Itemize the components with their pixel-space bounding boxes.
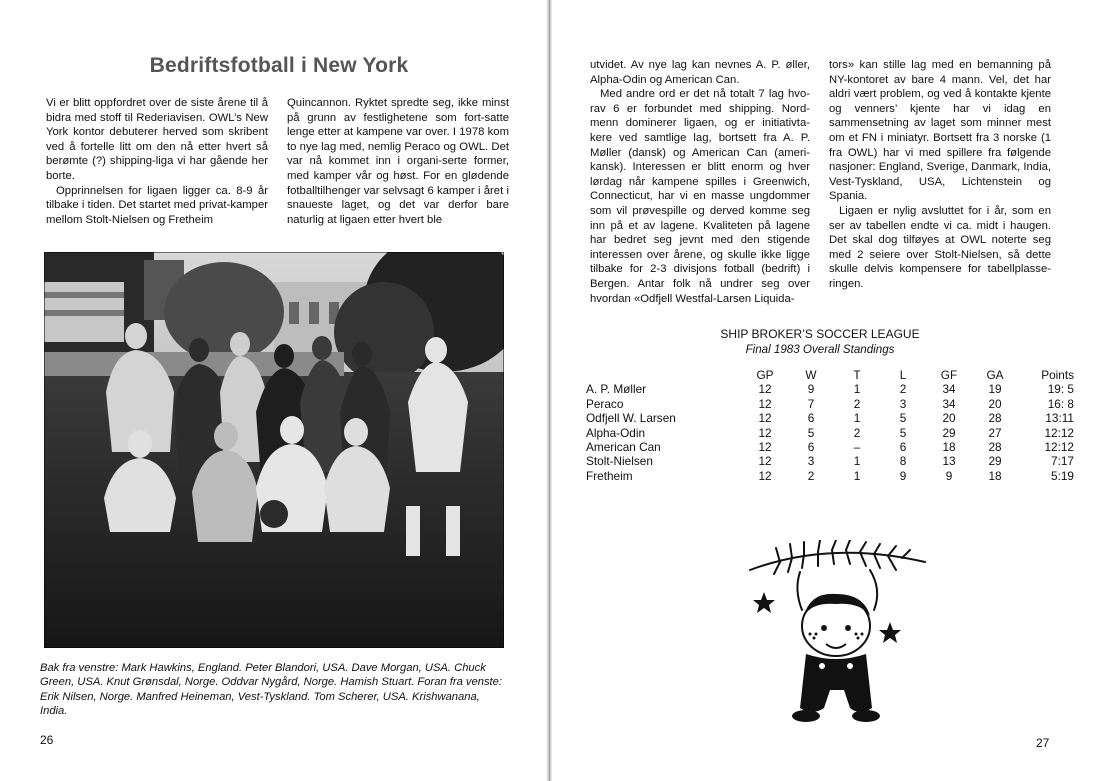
stat-cell: 5 xyxy=(899,425,907,440)
stat-cell: 18 xyxy=(988,468,1002,483)
paragraph: Quincannon. Ryktet spredte seg, ikke minst på grunn av festlighetene som fort-satte lenge etter at kampene var over. I 1978 kom to nye lag med, nemlig Peraco og OWL. Det var nå kommet inn i organi-serte former, med kamper vår og høst. For en glødende fotballtilhenger var selvsagt 6 kamper i året i snaueste laget, og det var derfor bare naturlig at ligaen etter hvert ble xyxy=(287,97,509,226)
stat-cell: 6 xyxy=(807,440,815,455)
team-name-cell: Alpha-Odin xyxy=(586,425,646,440)
stat-cell: 3 xyxy=(899,396,907,411)
stat-cell: 2 xyxy=(807,468,815,483)
stat-cell: 29 xyxy=(988,454,1002,469)
team-name-cell: Fretheim xyxy=(586,468,633,483)
stat-cell: 7:17 xyxy=(1051,454,1074,469)
stat-cell: 18 xyxy=(942,440,956,455)
team-name-cell: Stolt-Nielsen xyxy=(586,454,653,469)
article-title: Bedriftsfotball i New York xyxy=(149,54,409,77)
stat-cell: 1 xyxy=(853,382,861,397)
stat-cell: 9 xyxy=(899,468,907,483)
table-row xyxy=(586,469,1078,483)
stat-cell: – xyxy=(853,440,861,455)
table-header-row xyxy=(586,368,1078,382)
stat-cell: 12 xyxy=(758,425,772,440)
team-name-cell: American Can xyxy=(586,440,661,455)
table-row xyxy=(586,397,1078,411)
stat-cell: 12 xyxy=(758,468,772,483)
stat-cell: 1 xyxy=(853,411,861,426)
header-cell: GF xyxy=(940,368,958,382)
header-cell: GP xyxy=(756,368,774,382)
stat-cell: 1 xyxy=(853,454,861,469)
stat-cell: 28 xyxy=(988,440,1002,455)
stat-cell: 19: 5 xyxy=(1047,382,1074,397)
stat-cell: 19 xyxy=(988,382,1002,397)
table-row xyxy=(586,454,1078,468)
header-team xyxy=(586,368,742,382)
header-cell: L xyxy=(899,368,907,382)
team-name-cell: A. P. Møller xyxy=(586,382,647,397)
standings-table xyxy=(586,368,1078,483)
stat-cell: 6 xyxy=(899,440,907,455)
stat-cell: 20 xyxy=(942,411,956,426)
stat-cell: 8 xyxy=(899,454,907,469)
stat-cell: 12:12 xyxy=(1044,440,1074,455)
stat-cell: 27 xyxy=(988,425,1002,440)
page-number: 26 xyxy=(40,733,54,747)
table-subtitle: Final 1983 Overall Standings xyxy=(745,343,895,356)
standings-body xyxy=(586,382,1078,483)
stat-cell: 2 xyxy=(853,425,861,440)
paragraph: Med andre ord er det nå totalt 7 lag hvo-rav 6 er forbundet med shipping. Nord-menn dominerer ligaen, og er initiativta-kere ved samtlige lag, bortsett fra A. P. Møller (dansk) og American Can (ameri-kansk). Interessen er blitt enorm og hver lørdag når kampene spilles i Greenwich, Connecticut, har vi en masse ungdommer som vil prøvespille og derved komme seg inn på et av lagene. Kvaliteten på lagene har bedret seg jevnt med den stigende interessen over årene, og skulle ikke ligge tilbake for 2-3 divisjons fotball (bedrift) i Bergen. Antar folk nå undrer seg over hvordan «Odfjell Westfal-Larsen Liquida- xyxy=(590,88,810,305)
header-cell: W xyxy=(805,368,817,382)
stat-cell: 5:19 xyxy=(1051,468,1074,483)
team-name-cell: Peraco xyxy=(586,396,624,411)
right-column-1 xyxy=(590,58,810,306)
paragraph: Opprinnelsen for ligaen ligger ca. 8-9 år tilbake i tiden. Det startet med privat-kamper mellom Stolt-Nielsen og Fretheim xyxy=(46,184,268,226)
header-cell: Points xyxy=(1041,368,1074,382)
stat-cell: 16: 8 xyxy=(1047,396,1074,411)
right-column-2 xyxy=(829,58,1051,292)
table-row xyxy=(586,411,1078,425)
team-name-cell: Odfjell W. Larsen xyxy=(586,411,676,426)
stat-cell: 13:11 xyxy=(1045,411,1074,426)
stat-cell: 28 xyxy=(988,411,1002,426)
stat-cell: 6 xyxy=(807,411,815,426)
stat-cell: 29 xyxy=(942,425,956,440)
stat-cell: 2 xyxy=(899,382,907,397)
stat-cell: 12:12 xyxy=(1044,425,1074,440)
paragraph: Vi er blitt oppfordret over de siste årene til å bidra med stoff til Rederiavisen. OWL’s New York kontor debuterer herved som skribent ved å fortelle litt om den nå etter hvert så berømte (?) shipping-liga vi har gående her borte. xyxy=(46,97,268,182)
table-row xyxy=(586,440,1078,454)
stat-cell: 12 xyxy=(758,382,772,397)
stat-cell: 3 xyxy=(807,454,815,469)
stat-cell: 12 xyxy=(758,411,772,426)
photo-caption: Bak fra venstre: Mark Hawkins, England. Peter Blandori, USA. Dave Morgan, USA. Chuck Green, USA. Knut Grønsdal, Norge. Oddvar Nygård, Norge. Hamish Stuart. Foran fra venste: Erik Nilsen, Norge. Manfred Heineman, Vest-Tyskland. Tom Scherer, USA. Krishwanana, India. xyxy=(40,662,502,718)
christmas-boy-cartoon xyxy=(740,540,930,730)
stat-cell: 34 xyxy=(942,382,956,397)
table-title: SHIP BROKER’S SOCCER LEAGUE xyxy=(720,327,920,341)
stat-cell: 9 xyxy=(945,468,953,483)
stat-cell: 9 xyxy=(807,382,815,397)
table-row xyxy=(586,382,1078,396)
page-number: 27 xyxy=(1036,736,1050,750)
stat-cell: 5 xyxy=(807,425,815,440)
header-cell: GA xyxy=(986,368,1004,382)
stat-cell: 5 xyxy=(899,411,907,426)
stat-cell: 20 xyxy=(988,396,1002,411)
header-cell: T xyxy=(853,368,861,382)
stat-cell: 13 xyxy=(942,454,956,469)
stat-cell: 2 xyxy=(853,396,861,411)
stat-cell: 12 xyxy=(758,454,772,469)
stat-cell: 1 xyxy=(853,468,861,483)
paragraph: tors» kan stille lag med en bemanning på NY-kontoret av bare 4 mann. Vel, det har aldri vært problem, og ved å kontakte kjente og venners’ kjente har vi idag en sammensetning av laget som minner mest om et FN i miniatyr. Bortsett fra 3 norske (1 fra OWL) har vi med spillere fra følgende nasjoner: England, Sverige, Danmark, India, Vest-Tyskland, USA, Lichtenstein og Spania. xyxy=(829,59,1051,203)
stat-cell: 34 xyxy=(942,396,956,411)
stat-cell: 7 xyxy=(807,396,815,411)
stat-cell: 12 xyxy=(758,396,772,411)
table-row xyxy=(586,426,1078,440)
paragraph: utvidet. Av nye lag kan nevnes A. P. øller, Alpha-Odin og American Can. xyxy=(590,59,810,86)
stat-cell: 12 xyxy=(758,440,772,455)
paragraph: Ligaen er nylig avsluttet for i år, som en ser av tabellen endte vi ca. midt i haugen. Det skal dog tilføyes at OWL noterte seg med 2 seiere over Stolt-Nielsen, så dette skulle delvis kompensere for tabellplasse-ringen. xyxy=(829,204,1051,290)
